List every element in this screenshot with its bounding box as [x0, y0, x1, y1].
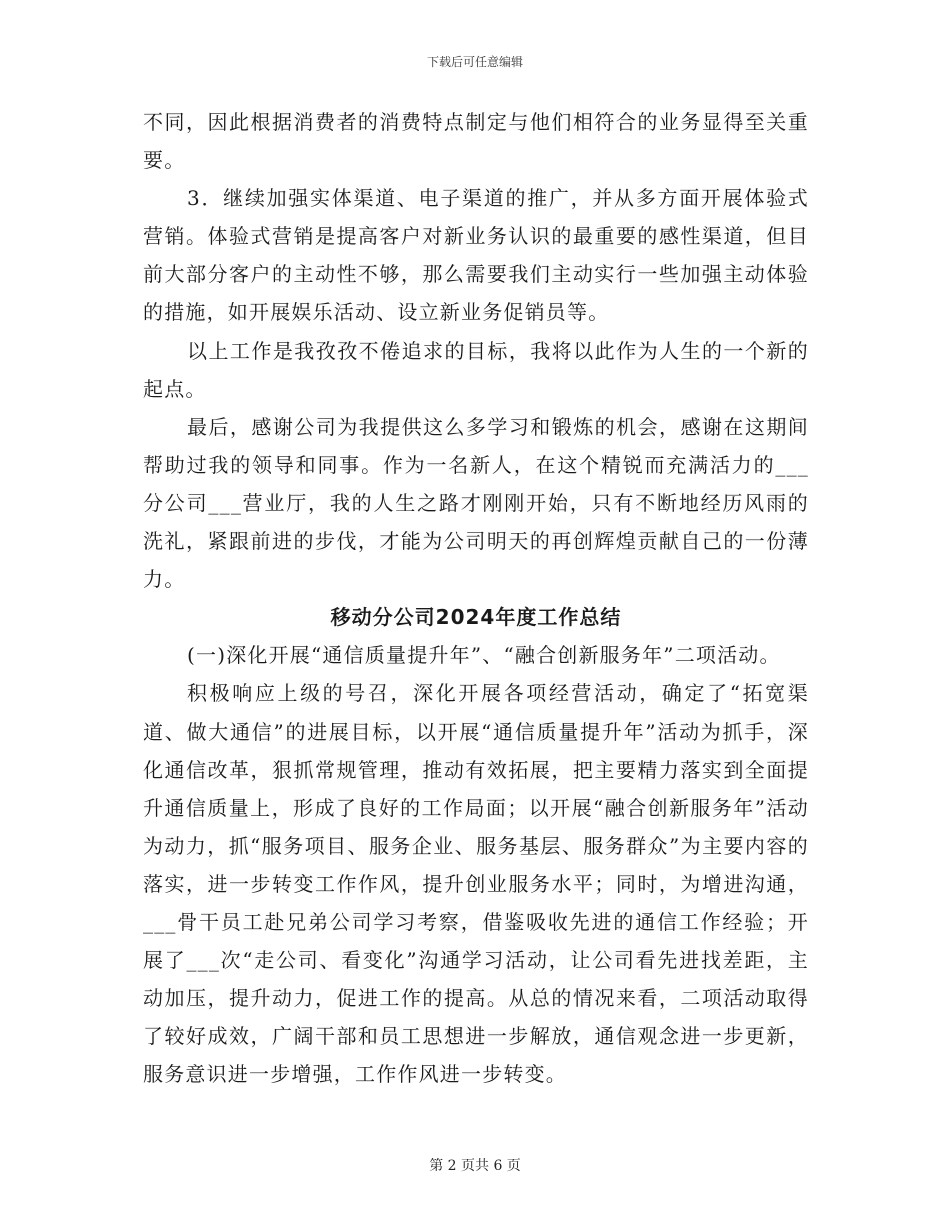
document-body [143, 103, 809, 1093]
paragraphs-after-title [143, 636, 809, 1093]
paragraph: (一)深化开展“通信质量提升年”、“融合创新服务年”二项活动。 [187, 643, 781, 668]
paragraph: 以上工作是我孜孜不倦追求的目标，我将以此作为人生的一个新的起点。 [143, 338, 809, 401]
page-footer: 第 2 页共 6 页 [429, 1158, 521, 1174]
paragraphs-before-title [143, 103, 809, 598]
paragraph: 3．继续加强实体渠道、电子渠道的推广，并从多方面开展体验式营销。体验式营销是提高客户对新业务认识的最重要的感性渠道，但目前大部分客户的主动性不够，那么需要我们主动实行一些加强主动体验的措施，如开展娱乐活动、设立新业务促销员等。 [143, 186, 809, 325]
section-title: 移动分公司2024年度工作总结 [330, 605, 622, 630]
paragraph: 积极响应上级的号召，深化开展各项经营活动，确定了“拓宽渠道、做大通信”的进展目标，以开展“通信质量提升年”活动为抓手，深化通信改革，狠抓常规管理，推动有效拓展，把主要精力落实到全面提升通信质量上，形成了良好的工作局面；以开展“融合创新服务年”活动为动力，抓“服务项目、服务企业、服务基层、服务群众”为主要内容的落实，进一步转变工作作风，提升创业服务水平；同时，为增进沟通，___骨干员工赴兄弟公司学习考察，借鉴吸收先进的通信工作经验；开展了___次“走公司、看变化”沟通学习活动，让公司看先进找差距，主动加压，提升动力，促进工作的提高。从总的情况来看，二项活动取得了较好成效，广阔干部和员工思想进一步解放，通信观念进一步更新，服务意识进一步增强，工作作风进一步转变。 [143, 681, 809, 1087]
paragraph: 不同，因此根据消费者的消费特点制定与他们相符合的业务显得至关重要。 [143, 110, 809, 173]
paragraph: 最后，感谢公司为我提供这么多学习和锻炼的机会，感谢在这期间帮助过我的领导和同事。作为一名新人，在这个精锐而充满活力的___分公司___营业厅，我的人生之路才刚刚开始，只有不断地经历风雨的洗礼，紧跟前进的步伐，才能为公司明天的再创辉煌贡献自己的一份薄力。 [143, 414, 809, 592]
page-header: 下载后可任意编辑 [426, 55, 523, 69]
